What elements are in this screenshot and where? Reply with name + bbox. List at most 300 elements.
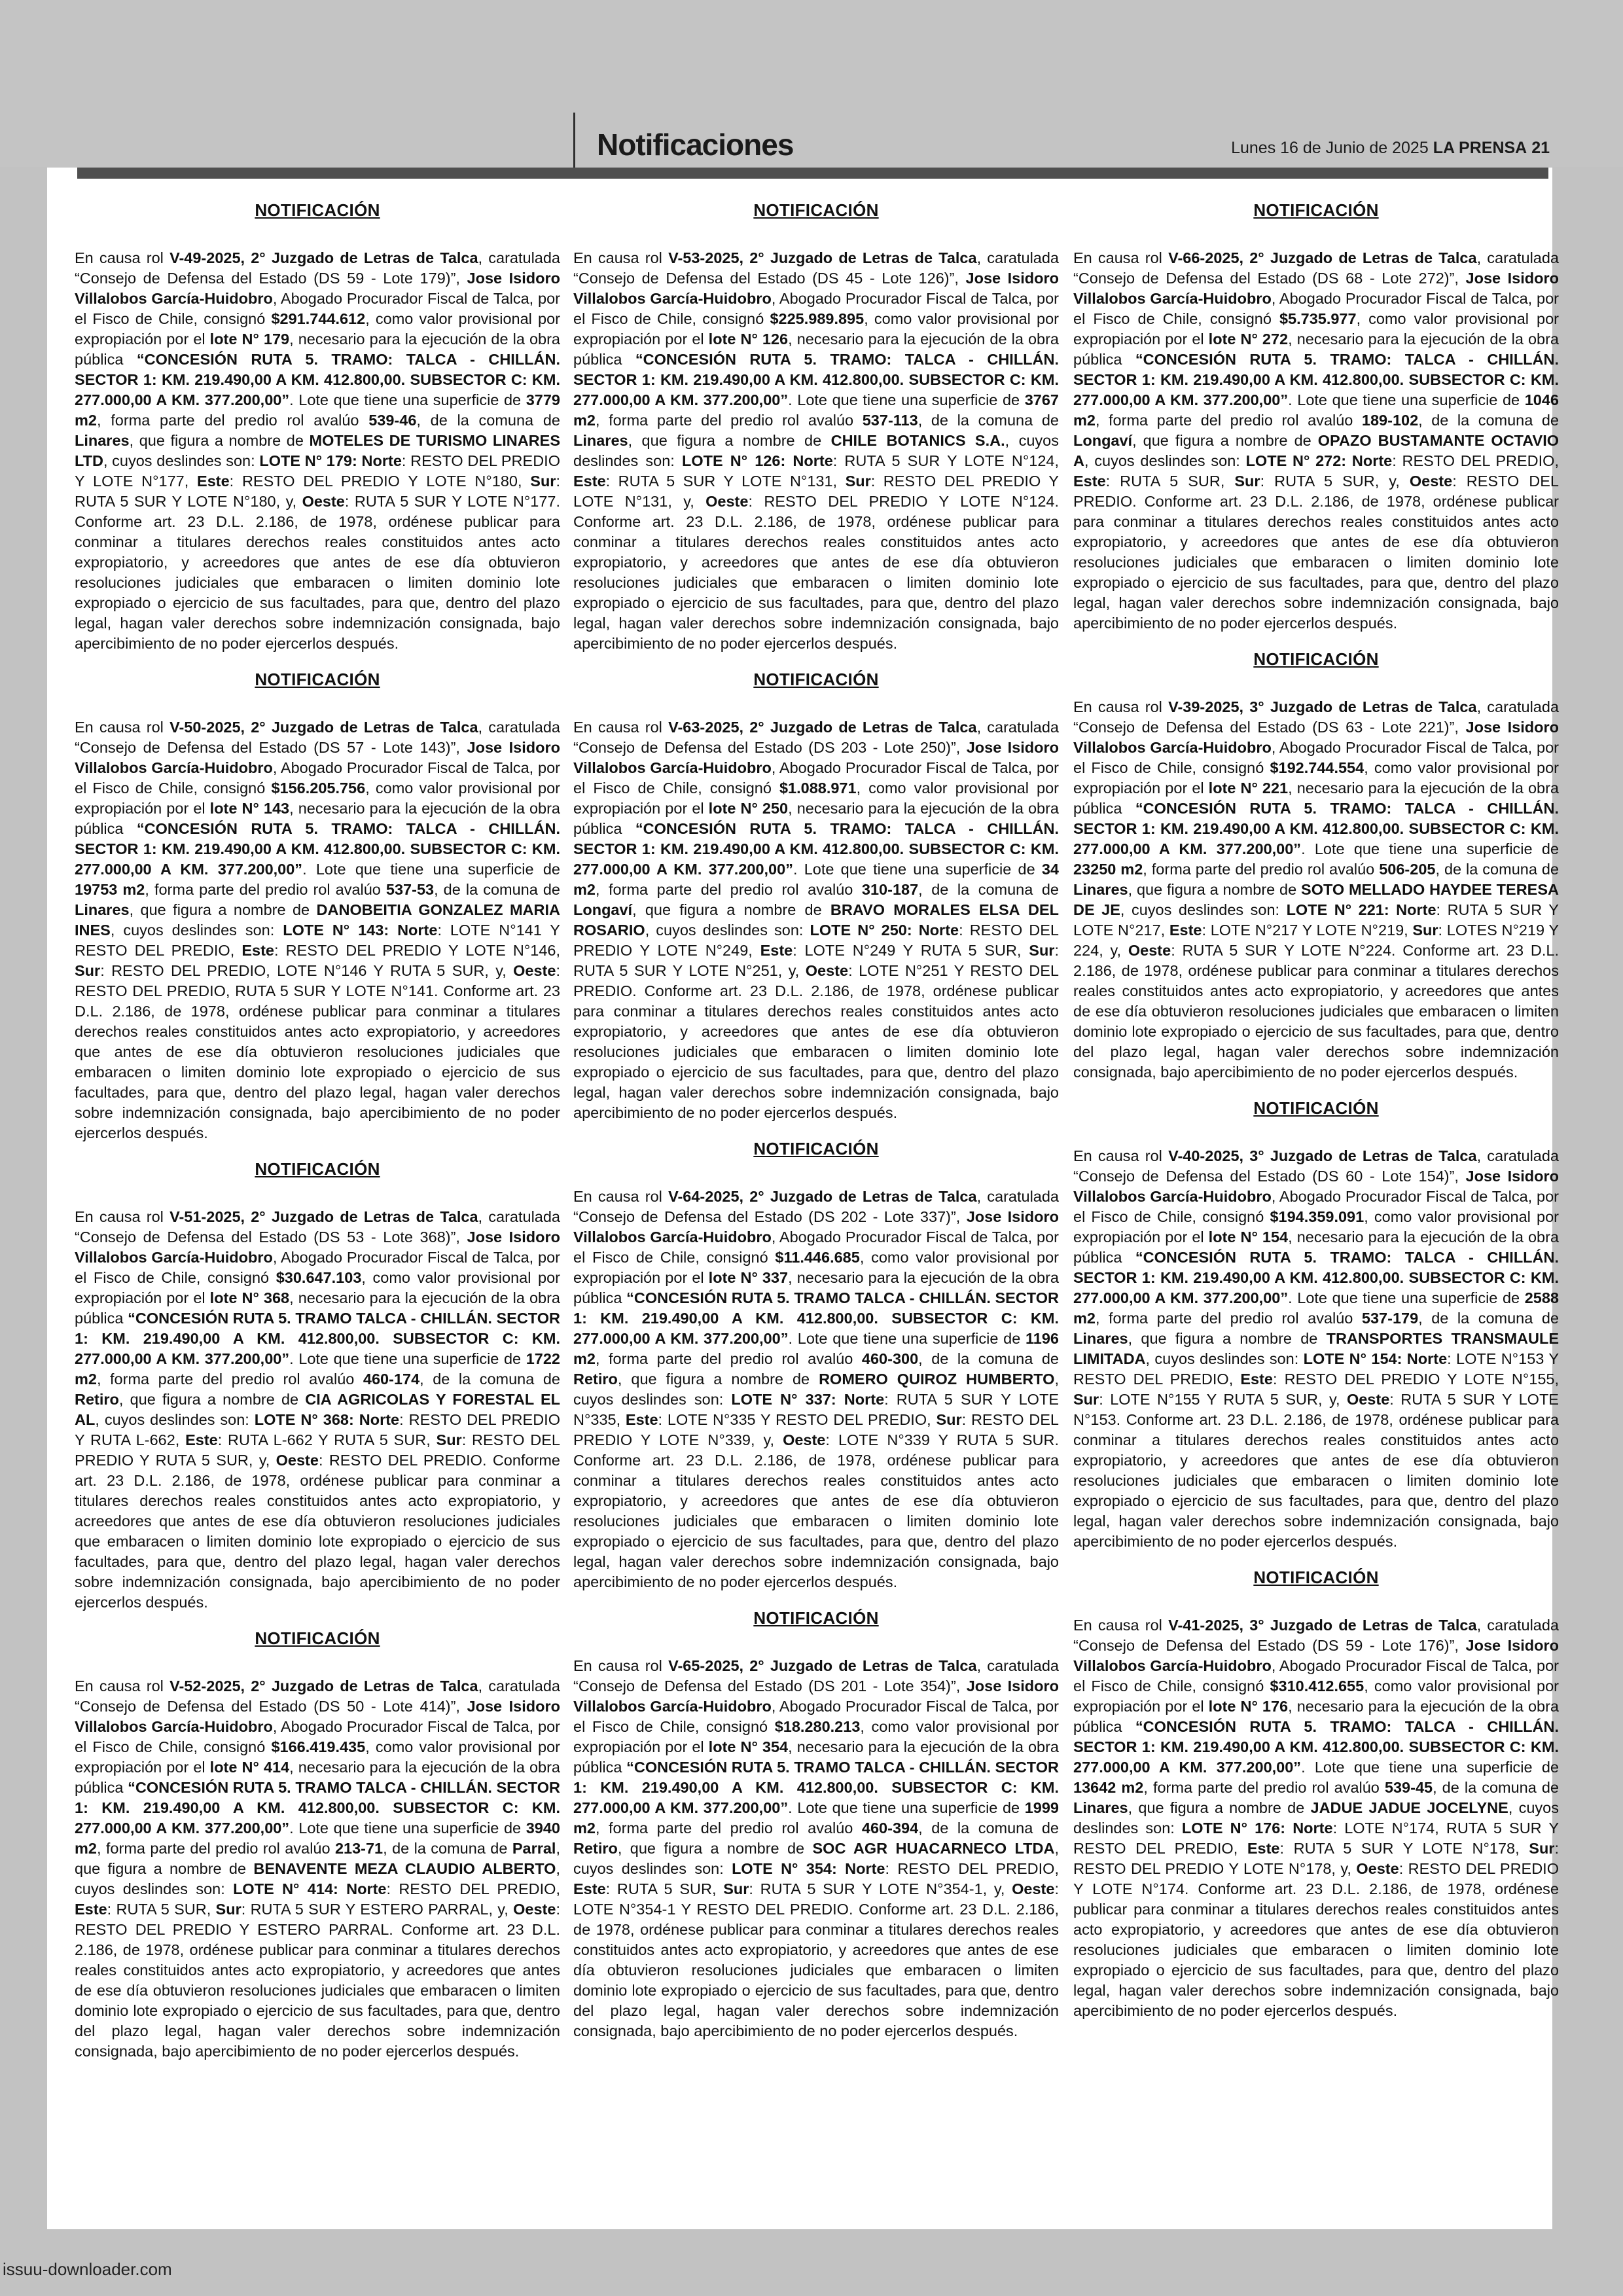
notice <box>1073 1568 1559 2021</box>
notice-text: : RESTO DEL PREDIO, <box>386 1880 560 1897</box>
column-2 <box>573 200 1059 2057</box>
notice-emphasis: Oeste <box>276 1452 319 1469</box>
notice-emphasis: $156.205.756 <box>271 780 366 797</box>
notice-emphasis: Oeste <box>805 962 849 979</box>
notice-emphasis: Oeste <box>1409 473 1453 490</box>
notice <box>573 1608 1059 2041</box>
notice-emphasis: lote N° 143 <box>209 800 290 817</box>
notice-text: , como valor provisional por expropiación por el <box>573 780 1059 817</box>
notice-text: , forma parte del predio rol avalúo <box>595 881 862 898</box>
notice-text: : RESTO DEL PREDIO Y LOTE N°177, <box>75 452 560 490</box>
notice-text: , cuyos deslindes son: <box>1120 901 1287 918</box>
notice-body <box>75 717 560 1143</box>
notice-emphasis: Jose Isidoro Villalobos García-Huidobro <box>75 739 560 776</box>
notice-emphasis: SOC AGR HUACARNECO LTDA <box>812 1840 1055 1857</box>
notice-text: , caratulada “Consejo de Defensa del Estado (DS 57 - Lote 143)”, <box>75 719 560 756</box>
notice <box>1073 649 1559 1083</box>
notice-emphasis: LOTE N° 221: Norte <box>1286 901 1436 918</box>
notice-text: , Abogado Procurador Fiscal de Talca, por el Fisco de Chile, consignó <box>573 290 1059 327</box>
notice-emphasis: $310.412.655 <box>1270 1677 1364 1695</box>
notice-text: , forma parte del predio rol avalúo <box>1095 1310 1362 1327</box>
notice-emphasis: 2588 m2 <box>1073 1289 1559 1327</box>
notice-emphasis: 539-46 <box>368 412 417 429</box>
notice-text: , de la comuna de <box>1418 1310 1559 1327</box>
notice-text: , forma parte del predio rol avalúo <box>595 1820 862 1837</box>
notice-emphasis: 213-71 <box>334 1840 383 1857</box>
notice-text: , cuyos deslindes son: <box>95 1411 255 1428</box>
notice-emphasis: 3779 m2 <box>75 391 560 429</box>
notice-emphasis: Jose Isidoro Villalobos García-Huidobro <box>573 739 1059 776</box>
notice-text: . Lote que tiene una superficie de <box>1288 1289 1525 1306</box>
notice-emphasis: Sur <box>1029 942 1055 959</box>
notice-text: : LOTE N°335 Y RESTO DEL PREDIO, <box>658 1411 936 1428</box>
header-divider <box>573 113 575 168</box>
column-3 <box>1073 200 1559 2037</box>
notice-emphasis: $166.419.435 <box>271 1738 366 1755</box>
notice-text: . Lote que tiene una superficie de <box>1301 840 1559 857</box>
notice-text: : RESTO DEL PREDIO, RUTA 5 SUR Y LOTE N°141. Conforme art. 23 D.L. 2.186, de 1978, ordénese publicar para conminar a titulares derechos reales constituidos antes acto expropiatorio, y acreedores que antes de ese día obtuvieron resoluciones judiciales que embaracen o limiten dominio lote expropiado o ejercicio de sus facultades, para que, dentro del plazo legal, hagan valer derechos sobre indemnización consignada, bajo apercibimiento de no poder ejercerlos después. <box>75 962 560 1141</box>
notice-emphasis: “CONCESIÓN RUTA 5. TRAMO: TALCA - CHILLÁN. SECTOR 1: KM. 219.490,00 A KM. 412.800,00. SUBSECTOR C: KM. 277.000,00 A KM. 377.200,00” <box>1073 1249 1559 1306</box>
notice-emphasis: V-53-2025, 2° Juzgado de Letras de Talca <box>668 249 977 266</box>
notice-text: , de la comuna de <box>918 1820 1059 1837</box>
notice-emphasis: Este <box>1247 1840 1280 1857</box>
notice-emphasis: 460-174 <box>363 1371 420 1388</box>
notice-text: , como valor provisional por expropiación por el <box>1073 1208 1559 1246</box>
notice-text: , Abogado Procurador Fiscal de Talca, por el Fisco de Chile, consignó <box>1073 1657 1559 1695</box>
notice-emphasis: Este <box>625 1411 658 1428</box>
notice-title: NOTIFICACIÓN <box>255 1159 380 1179</box>
notice-emphasis: “CONCESIÓN RUTA 5. TRAMO TALCA - CHILLÁN. SECTOR 1: KM. 219.490,00 A KM. 412.800,00. SUBSECTOR C: KM. 277.000,00 A KM. 377.200,00” <box>75 1310 560 1367</box>
notice-text: En causa rol <box>75 249 170 266</box>
notice-text: . Lote que tiene una superficie de <box>788 1330 1026 1347</box>
notice-emphasis: lote N° 154 <box>1208 1229 1289 1246</box>
notice-text: En causa rol <box>75 1677 170 1695</box>
notice-emphasis: Jose Isidoro Villalobos García-Huidobro <box>573 1677 1059 1715</box>
notice-text: , Abogado Procurador Fiscal de Talca, por el Fisco de Chile, consignó <box>1073 290 1559 327</box>
notice-emphasis: Jose Isidoro Villalobos García-Huidobro <box>1073 1637 1559 1674</box>
notice-body <box>573 248 1059 654</box>
notice-emphasis: Linares <box>75 901 130 918</box>
notice-emphasis: $192.744.554 <box>1270 759 1364 776</box>
notice-emphasis: Sur <box>215 1901 241 1918</box>
notice-text: , Abogado Procurador Fiscal de Talca, por el Fisco de Chile, consignó <box>75 759 560 797</box>
notice-emphasis: ROMERO QUIROZ HUMBERTO <box>819 1371 1055 1388</box>
notice-text: , que figura a nombre de <box>75 1840 560 1877</box>
notice-emphasis: LOTE N° 250: Norte <box>810 922 959 939</box>
notice-text: , caratulada “Consejo de Defensa del Estado (DS 50 - Lote 414)”, <box>75 1677 560 1715</box>
notice-emphasis: Este <box>197 473 230 490</box>
notice-emphasis: LOTE N° 354: Norte <box>732 1860 885 1877</box>
notice-emphasis: lote N° 176 <box>1208 1698 1289 1715</box>
notice-text: . Lote que tiene una superficie de <box>289 1820 526 1837</box>
notice-emphasis: 1999 m2 <box>573 1799 1059 1837</box>
notice-text: : LOTE N°155 Y RUTA 5 SUR, y, <box>1099 1391 1347 1408</box>
notice-emphasis: Este <box>760 942 793 959</box>
notice-emphasis: Sur <box>845 473 871 490</box>
notice-text: En causa rol <box>573 1188 669 1205</box>
notice-emphasis: 1722 m2 <box>75 1350 560 1388</box>
notice-emphasis: V-40-2025, 3° Juzgado de Letras de Talca <box>1168 1147 1477 1164</box>
notice-text: , caratulada “Consejo de Defensa del Estado (DS 202 - Lote 337)”, <box>573 1188 1059 1225</box>
notice-emphasis: DANOBEITIA GONZALEZ MARIA INES <box>75 901 560 939</box>
notice-emphasis: Jose Isidoro Villalobos García-Huidobro <box>75 1698 560 1735</box>
notice-text: , cuyos deslindes son: <box>1073 1799 1559 1837</box>
notice-text: : LOTE N°251 Y RESTO DEL PREDIO. Conforme art. 23 D.L. 2.186, de 1978, ordénese publicar para conminar a titulares derechos reales constituidos antes acto expropiatorio, y acreedores que antes de ese día obtuvieron resoluciones judiciales que embaracen o limiten dominio lote expropiado o ejercicio de sus facultades, para que, dentro del plazo legal, hagan valer derechos sobre indemnización consignada, bajo apercibimiento de no poder ejercerlos después. <box>573 962 1059 1121</box>
notice-text: , caratulada “Consejo de Defensa del Estado (DS 203 - Lote 250)”, <box>573 719 1059 756</box>
notice-emphasis: LOTE N° 272: Norte <box>1245 452 1393 469</box>
notice-emphasis: OPAZO BUSTAMANTE OCTAVIO A <box>1073 432 1559 469</box>
notice <box>75 1159 560 1613</box>
notice <box>573 670 1059 1123</box>
notice-text: , de la comuna de <box>1433 1779 1560 1796</box>
notice-text: , caratulada “Consejo de Defensa del Estado (DS 201 - Lote 354)”, <box>573 1657 1059 1695</box>
notice-emphasis: V-41-2025, 3° Juzgado de Letras de Talca <box>1168 1617 1477 1634</box>
notice-text: : RUTA 5 SUR Y LOTE N°354-1, y, <box>749 1880 1012 1897</box>
notice-emphasis: $291.744.612 <box>271 310 366 327</box>
notice-text: , Abogado Procurador Fiscal de Talca, por el Fisco de Chile, consignó <box>75 1718 560 1755</box>
notice-emphasis: 310-187 <box>861 881 919 898</box>
notice-text: : RESTO DEL PREDIO Y LOTE N°124. Conforme art. 23 D.L. 2.186, de 1978, ordénese publicar para conminar a titulares derechos reales constituidos antes acto expropiatorio, y acreedores que antes de ese día obtuvieron resoluciones judiciales que embaracen o limiten dominio lote expropiado o ejercicio de sus facultades, para que, dentro del plazo legal, hagan valer derechos sobre indemnización consignada, bajo apercibimiento de no poder ejercerlos después. <box>573 493 1060 652</box>
notice-text: : RESTO DEL PREDIO Y LOTE N°249, <box>573 922 1059 959</box>
notice-text: : RESTO DEL PREDIO, <box>1392 452 1559 469</box>
notice-text: : RUTA 5 SUR Y LOTE N°153. Conforme art. 23 D.L. 2.186, de 1978, ordénese publicar para conminar a titulares derechos reales constituidos antes acto expropiatorio, y acreedores que antes de ese día obtuvieron resoluciones judiciales que embaracen o limiten dominio lote expropiado o ejercicio de sus facultades, para que, dentro del plazo legal, hagan valer derechos sobre indemnización consignada, bajo apercibimiento de no poder ejercerlos después. <box>1073 1391 1559 1550</box>
notice-emphasis: LOTE N° 179: Norte <box>259 452 402 469</box>
notice-text: , como valor provisional por expropiación por el <box>75 1269 560 1306</box>
notice-emphasis: Longaví <box>573 901 633 918</box>
notice-text: , que figura a nombre de <box>118 1391 306 1408</box>
column-1 <box>75 200 560 2077</box>
notice-text: : RUTA 5 SUR Y LOTE N°180, y, <box>75 473 560 510</box>
notice-emphasis: Este <box>573 473 606 490</box>
notice-text: , caratulada “Consejo de Defensa del Estado (DS 59 - Lote 176)”, <box>1073 1617 1559 1654</box>
notice-text: , caratulada “Consejo de Defensa del Estado (DS 68 - Lote 272)”, <box>1073 249 1559 287</box>
notice-emphasis: Sur <box>75 962 101 979</box>
notice-emphasis: V-66-2025, 2° Juzgado de Letras de Talca <box>1168 249 1477 266</box>
notice-body <box>1073 1615 1559 2021</box>
notice-text: , Abogado Procurador Fiscal de Talca, por el Fisco de Chile, consignó <box>75 1249 560 1286</box>
notice-text: , cuyos deslindes son: <box>103 452 260 469</box>
notice-text: , Abogado Procurador Fiscal de Talca, por el Fisco de Chile, consignó <box>573 1229 1059 1266</box>
notice-text: : RESTO DEL PREDIO Y LOTE N°178, y, <box>1073 1840 1559 1877</box>
notice-text: : RUTA 5 SUR Y LOTE N°224. Conforme art. 23 D.L. 2.186, de 1978, ordénese publicar para conminar a titulares derechos reales constituidos antes acto expropiatorio, y acreedores que antes de ese día obtuvieron resoluciones judiciales que embaracen o limiten dominio lote expropiado o ejercicio de sus facultades, para que, dentro del plazo legal, hagan valer derechos sobre indemnización consignada, bajo apercibimiento de no poder ejercerlos después. <box>1073 942 1559 1081</box>
notice-text: . Lote que tiene una superficie de <box>793 861 1042 878</box>
notice-emphasis: LOTE N° 126: Norte <box>681 452 833 469</box>
notice-emphasis: $11.446.685 <box>775 1249 860 1266</box>
notice-body <box>75 1207 560 1613</box>
notice-emphasis: lote N° 221 <box>1208 780 1289 797</box>
notice-title: NOTIFICACIÓN <box>1253 649 1379 669</box>
paper-name: LA PRENSA <box>1433 139 1527 157</box>
notice-text: , de la comuna de <box>1418 412 1559 429</box>
notice-emphasis: 19753 m2 <box>75 881 145 898</box>
notice-emphasis: $18.280.213 <box>774 1718 861 1735</box>
notice-text: En causa rol <box>1073 1147 1169 1164</box>
notice-emphasis: 460-300 <box>861 1350 919 1367</box>
notice-emphasis: Oeste <box>513 1901 556 1918</box>
notice-text: En causa rol <box>1073 1617 1169 1634</box>
notice-text: , caratulada “Consejo de Defensa del Estado (DS 60 - Lote 154)”, <box>1073 1147 1559 1185</box>
notice-text: : RUTA 5 SUR Y LOTE N°335, <box>573 1391 1059 1428</box>
header-rule <box>77 168 1548 179</box>
notice-text: , que figura a nombre de <box>1128 881 1302 898</box>
notice-emphasis: LOTE N° 154: Norte <box>1303 1350 1448 1367</box>
notice-emphasis: lote N° 414 <box>209 1759 290 1776</box>
notice-text: , como valor provisional por expropiación por el <box>1073 1677 1559 1715</box>
notice-text: : RUTA L-662 Y RUTA 5 SUR, <box>217 1431 437 1448</box>
notice-text: , cuyos deslindes son: <box>573 432 1059 469</box>
watermark: issuu-downloader.com <box>3 2259 172 2279</box>
notice-text: , forma parte del predio rol avalúo <box>1143 861 1380 878</box>
notice-text: , como valor provisional por expropiación por el <box>1073 759 1559 797</box>
notice-text: En causa rol <box>573 249 669 266</box>
notice-emphasis: V-52-2025, 2° Juzgado de Letras de Talca <box>169 1677 478 1695</box>
notice-text: . Lote que tiene una superficie de <box>289 1350 526 1367</box>
notice-text: , de la comuna de <box>419 1371 560 1388</box>
notice-emphasis: Retiro <box>75 1391 119 1408</box>
notice-emphasis: Jose Isidoro Villalobos García-Huidobro <box>1073 270 1559 307</box>
notice-text: En causa rol <box>573 719 669 736</box>
notice-emphasis: Oeste <box>705 493 749 510</box>
notice-emphasis: “CONCESIÓN RUTA 5. TRAMO: TALCA - CHILLÁN. SECTOR 1: KM. 219.490,00 A KM. 412.800,00. SUBSECTOR C: KM. 277.000,00 A KM. 377.200,00” <box>573 820 1059 878</box>
notice-emphasis: Este <box>241 942 274 959</box>
notice-emphasis: Oeste <box>1356 1860 1399 1877</box>
notice-emphasis: “CONCESIÓN RUTA 5. TRAMO: TALCA - CHILLÁN. SECTOR 1: KM. 219.490,00 A KM. 412.800,00. SUBSECTOR C: KM. 277.000,00 A KM. 377.200,00” <box>75 351 560 408</box>
notice-text: : RESTO DEL PREDIO Y RUTA 5 SUR, y, <box>75 1431 560 1469</box>
notice-text: , cuyos deslindes son: <box>110 922 283 939</box>
notice-text: , caratulada “Consejo de Defensa del Estado (DS 45 - Lote 126)”, <box>573 249 1059 287</box>
notice-text: , forma parte del predio rol avalúo <box>96 1840 335 1857</box>
notice-text: , que figura a nombre de <box>1128 1330 1327 1347</box>
notice-text: , Abogado Procurador Fiscal de Talca, por el Fisco de Chile, consignó <box>75 290 560 327</box>
notice-emphasis: 1196 m2 <box>573 1330 1059 1367</box>
notice-emphasis: Sur <box>530 473 556 490</box>
notice-emphasis: lote N° 126 <box>708 331 789 348</box>
notice-emphasis: V-51-2025, 2° Juzgado de Letras de Talca <box>169 1208 478 1225</box>
notice-text: , como valor provisional por expropiación por el <box>573 1249 1059 1286</box>
notice-text: , como valor provisional por expropiación por el <box>573 1718 1059 1755</box>
notice-text: , que figura a nombre de <box>617 1371 819 1388</box>
notice-text: : RESTO DEL PREDIO, <box>885 1860 1059 1877</box>
notice-text: . Lote que tiene una superficie de <box>1288 391 1525 408</box>
notice-text: : RUTA 5 SUR Y LOTE N°178, <box>1279 1840 1529 1857</box>
notice-text: , necesario para la ejecución de la obra pública <box>75 1759 560 1796</box>
notice-text: , necesario para la ejecución de la obra pública <box>1073 1229 1559 1266</box>
notice-text: : RUTA 5 SUR Y LOTE N°177. Conforme art. 23 D.L. 2.186, de 1978, ordénese publicar para conminar a titulares derechos reales constituidos antes acto expropiatorio, y acreedores que antes de ese día obtuvieron resoluciones judiciales que embaracen o limiten dominio lote expropiado o ejercicio de sus facultades, para que, dentro del plazo legal, hagan valer derechos sobre indemnización consignada, bajo apercibimiento de no poder ejercerlos después. <box>75 493 560 652</box>
notice <box>75 200 560 654</box>
notice-text: : RESTO DEL PREDIO. Conforme art. 23 D.L. 2.186, de 1978, ordénese publicar para conminar a titulares derechos reales constituidos antes acto expropiatorio, y acreedores que antes de ese día obtuvieron resoluciones judiciales que embaracen o limiten dominio lote expropiado o ejercicio de sus facultades, para que, dentro del plazo legal, hagan valer derechos sobre indemnización consignada, bajo apercibimiento de no poder ejercerlos después. <box>75 1452 561 1611</box>
notice-title: NOTIFICACIÓN <box>753 1139 879 1158</box>
notice-emphasis: 537-113 <box>862 412 918 429</box>
notice-title: NOTIFICACIÓN <box>255 1628 380 1648</box>
notice-title: NOTIFICACIÓN <box>1253 200 1379 220</box>
notice-text: : RUTA 5 SUR Y LOTE N°131, <box>605 473 846 490</box>
notice-text: , Abogado Procurador Fiscal de Talca, por el Fisco de Chile, consignó <box>573 1698 1059 1735</box>
notice-text: . Lote que tiene una superficie de <box>302 861 560 878</box>
notice-emphasis: lote N° 337 <box>708 1269 789 1286</box>
notice-text: , caratulada “Consejo de Defensa del Estado (DS 59 - Lote 179)”, <box>75 249 560 287</box>
notice-text: , forma parte del predio rol avalúo <box>595 412 863 429</box>
notice-emphasis: Oeste <box>1128 942 1171 959</box>
notice-emphasis: Jose Isidoro Villalobos García-Huidobro <box>1073 719 1559 756</box>
notice-title: NOTIFICACIÓN <box>1253 1098 1379 1118</box>
notice-emphasis: Oeste <box>302 493 345 510</box>
notice-emphasis: Sur <box>1234 473 1260 490</box>
notice-emphasis: Linares <box>1073 1799 1128 1816</box>
notice-title: NOTIFICACIÓN <box>753 1608 879 1628</box>
issue-date: Lunes 16 de Junio de 2025 <box>1231 139 1429 157</box>
notice-text: , que figura a nombre de <box>129 432 310 449</box>
notice-text: , forma parte del predio rol avalúo <box>96 412 369 429</box>
notice-emphasis: 13642 m2 <box>1073 1779 1144 1796</box>
notice-text: En causa rol <box>573 1657 669 1674</box>
notice-text: : RESTO DEL PREDIO Y LOTE N°131, y, <box>573 473 1059 510</box>
notice-text: : RUTA 5 SUR Y LOTE N°124, <box>832 452 1059 469</box>
notice-title: NOTIFICACIÓN <box>753 200 879 220</box>
notice-emphasis: Jose Isidoro Villalobos García-Huidobro <box>75 270 560 307</box>
notice-emphasis: “CONCESIÓN RUTA 5. TRAMO: TALCA - CHILLÁN. SECTOR 1: KM. 219.490,00 A KM. 412.800,00. SUBSECTOR C: KM. 277.000,00 A KM. 377.200,00” <box>1073 800 1559 857</box>
notice-emphasis: Linares <box>75 432 130 449</box>
notice-emphasis: 1046 m2 <box>1073 391 1559 429</box>
notice-emphasis: lote N° 250 <box>708 800 789 817</box>
notice-text: : LOTE N°174, RUTA 5 SUR Y RESTO DEL PREDIO, <box>1073 1820 1559 1857</box>
notice-text: , que figura a nombre de <box>129 901 317 918</box>
notice-emphasis: 506-205 <box>1379 861 1436 878</box>
notice-emphasis: V-64-2025, 2° Juzgado de Letras de Talca <box>668 1188 977 1205</box>
notice-emphasis: Sur <box>436 1431 462 1448</box>
notice-text: , caratulada “Consejo de Defensa del Estado (DS 63 - Lote 221)”, <box>1073 698 1559 736</box>
notice-text: , Abogado Procurador Fiscal de Talca, por el Fisco de Chile, consignó <box>1073 739 1559 776</box>
notice-emphasis: CHILE BOTANICS S.A. <box>830 432 1005 449</box>
notice-text: , de la comuna de <box>918 412 1059 429</box>
notice-emphasis: lote N° 368 <box>209 1289 290 1306</box>
notice-emphasis: $5.735.977 <box>1279 310 1357 327</box>
notice-text: , que figura a nombre de <box>1128 1799 1311 1816</box>
notice-emphasis: 3940 m2 <box>75 1820 560 1857</box>
notice-emphasis: “CONCESIÓN RUTA 5. TRAMO: TALCA - CHILLÁN. SECTOR 1: KM. 219.490,00 A KM. 412.800,00. SUBSECTOR C: KM. 277.000,00 A KM. 377.200,00” <box>1073 1718 1559 1776</box>
notice-text: , como valor provisional por expropiación por el <box>573 310 1059 348</box>
notice-body <box>1073 248 1559 634</box>
notice-body <box>573 1187 1059 1592</box>
notice-text: : RUTA 5 SUR, <box>605 1880 724 1897</box>
notice-text: : RESTO DEL PREDIO Y LOTE N°174. Conforme art. 23 D.L. 2.186, de 1978, ordénese publicar para conminar a titulares derechos reales constituidos antes acto expropiatorio, y acreedores que antes de ese día obtuvieron resoluciones judiciales que embaracen o limiten dominio lote expropiado o ejercicio de sus facultades, para que, dentro del plazo legal, hagan valer derechos sobre indemnización consignada, bajo apercibimiento de no poder ejercerlos después. <box>1073 1860 1559 2019</box>
notice-emphasis: “CONCESIÓN RUTA 5. TRAMO: TALCA - CHILLÁN. SECTOR 1: KM. 219.490,00 A KM. 412.800,00. SUBSECTOR C: KM. 277.000,00 A KM. 377.200,00” <box>573 351 1059 408</box>
notice-text: , forma parte del predio rol avalúo <box>145 881 386 898</box>
notice-emphasis: Jose Isidoro Villalobos García-Huidobro <box>1073 1168 1559 1205</box>
issue-info <box>1231 139 1550 158</box>
notice-emphasis: Linares <box>573 432 628 449</box>
notice-text: , que figura a nombre de <box>617 1840 813 1857</box>
notice-emphasis: Linares <box>1073 1330 1128 1347</box>
notice-text: , cuyos deslindes son: <box>573 1371 1059 1408</box>
notice-text: : RESTO DEL PREDIO Y RUTA L-662, <box>75 1411 560 1448</box>
notice-emphasis: 34 m2 <box>573 861 1059 898</box>
notice-emphasis: Este <box>1240 1371 1273 1388</box>
notice-emphasis: “CONCESIÓN RUTA 5. TRAMO: TALCA - CHILLÁN. SECTOR 1: KM. 219.490,00 A KM. 412.800,00. SUBSECTOR C: KM. 277.000,00 A KM. 377.200,00” <box>1073 351 1559 408</box>
notice-text: , necesario para la ejecución de la obra pública <box>75 1289 560 1327</box>
notice-text: En causa rol <box>1073 249 1169 266</box>
notice-text: En causa rol <box>75 1208 170 1225</box>
notice-text: , necesario para la ejecución de la obra pública <box>573 800 1059 837</box>
notice-emphasis: Oeste <box>1012 1880 1055 1897</box>
notice-emphasis: “CONCESIÓN RUTA 5. TRAMO: TALCA - CHILLÁN. SECTOR 1: KM. 219.490,00 A KM. 412.800,00. SUBSECTOR C: KM. 277.000,00 A KM. 377.200,00” <box>75 820 560 878</box>
notice-emphasis: $1.088.971 <box>779 780 857 797</box>
notice <box>75 670 560 1143</box>
notice-body <box>573 717 1059 1123</box>
notice-text: , de la comuna de <box>1435 861 1560 878</box>
notice-text: , necesario para la ejecución de la obra pública <box>573 331 1059 368</box>
notice-emphasis: MOTELES DE TURISMO LINARES LTD <box>75 432 560 469</box>
notice-emphasis: LOTE N° 143: Norte <box>283 922 438 939</box>
notice-text: : RUTA 5 SUR, y, <box>1260 473 1410 490</box>
notice-emphasis: 189-102 <box>1361 412 1419 429</box>
notice-emphasis: Sur <box>1529 1840 1555 1857</box>
notice-body <box>1073 697 1559 1083</box>
notice-text: , cuyos deslindes son: <box>1145 1350 1304 1367</box>
notice-text: . Lote que tiene una superficie de <box>788 391 1025 408</box>
notice-emphasis: V-39-2025, 3° Juzgado de Letras de Talca <box>1168 698 1477 715</box>
notice-emphasis: $30.647.103 <box>276 1269 362 1286</box>
notice-text: , cuyos deslindes son: <box>573 1840 1059 1877</box>
notice-text: , que figura a nombre de <box>1132 432 1318 449</box>
notice-emphasis: Este <box>1073 473 1106 490</box>
notice-emphasis: CIA AGRICOLAS Y FORESTAL EL AL <box>75 1391 560 1428</box>
notice-text: : LOTE N°153 Y RESTO DEL PREDIO, <box>1073 1350 1559 1388</box>
notice-text: : RUTA 5 SUR, <box>1105 473 1235 490</box>
notice-emphasis: Sur <box>1073 1391 1099 1408</box>
notice-text: : RUTA 5 SUR Y LOTE N°251, y, <box>573 942 1059 979</box>
notice-text: : RESTO DEL PREDIO. Conforme art. 23 D.L. 2.186, de 1978, ordénese publicar para conminar a titulares derechos reales constituidos antes acto expropiatorio, y acreedores que antes de ese día obtuvieron resoluciones judiciales que embaracen o limiten dominio lote expropiado o ejercicio de sus facultades, para que, dentro del plazo legal, hagan valer derechos sobre indemnización consignada, bajo apercibimiento de no poder ejercerlos después. <box>1073 473 1559 632</box>
notice-title: NOTIFICACIÓN <box>1253 1568 1379 1587</box>
notice-emphasis: Oeste <box>513 962 556 979</box>
notice-emphasis: Este <box>1169 922 1202 939</box>
notice-text: : LOTE N°217 Y LOTE N°219, <box>1202 922 1413 939</box>
notice-emphasis: Sur <box>936 1411 962 1428</box>
notice-emphasis: Sur <box>723 1880 749 1897</box>
notice-text: , que figura a nombre de <box>632 901 830 918</box>
notice-text: , necesario para la ejecución de la obra pública <box>1073 331 1559 368</box>
notice-text: , Abogado Procurador Fiscal de Talca, por el Fisco de Chile, consignó <box>573 759 1059 797</box>
notice-text: , como valor provisional por expropiación por el <box>75 310 560 348</box>
notice-emphasis: 460-394 <box>861 1820 919 1837</box>
notice-text: , necesario para la ejecución de la obra pública <box>573 1269 1059 1306</box>
notice-text: : LOTE N°249 Y RUTA 5 SUR, <box>793 942 1029 959</box>
notice-text: : LOTE N°354-1 Y RESTO DEL PREDIO. Conforme art. 23 D.L. 2.186, de 1978, ordénese publicar para conminar a titulares derechos reales constituidos antes acto expropiatorio, y acreedores que antes de ese día obtuvieron resoluciones judiciales que embaracen o limiten dominio lote expropiado o ejercicio de sus facultades, para que, dentro del plazo legal, hagan valer derechos sobre indemnización consignada, bajo apercibimiento de no poder ejercerlos después. <box>573 1880 1059 2039</box>
notice-emphasis: Este <box>185 1431 218 1448</box>
notice-emphasis: TRANSPORTES TRANSMAULE LIMITADA <box>1073 1330 1559 1367</box>
notice-emphasis: Este <box>75 1901 107 1918</box>
notice-emphasis: 3767 m2 <box>573 391 1059 429</box>
notice-text: , de la comuna de <box>434 881 561 898</box>
notice-text: . Lote que tiene una superficie de <box>289 391 526 408</box>
notice-text: , como valor provisional por expropiación por el <box>1073 310 1559 348</box>
notice-text: , como valor provisional por expropiación por el <box>75 780 560 817</box>
notice-text: , necesario para la ejecución de la obra pública <box>573 1738 1059 1776</box>
section-title: Notificaciones <box>597 128 794 162</box>
notice-emphasis: lote N° 179 <box>209 331 290 348</box>
notice-emphasis: 23250 m2 <box>1073 861 1143 878</box>
notice-text: , cuyos deslindes son: <box>645 922 810 939</box>
notice-title: NOTIFICACIÓN <box>255 670 380 689</box>
notice-emphasis: Jose Isidoro Villalobos García-Huidobro <box>573 270 1059 307</box>
notice-text: , forma parte del predio rol avalúo <box>595 1350 862 1367</box>
notice-text: , forma parte del predio rol avalúo <box>1143 1779 1385 1796</box>
notice-text: En causa rol <box>1073 698 1169 715</box>
notice-emphasis: Oeste <box>1346 1391 1390 1408</box>
notice-text: , forma parte del predio rol avalúo <box>1095 412 1362 429</box>
notice-emphasis: Jose Isidoro Villalobos García-Huidobro <box>75 1229 560 1266</box>
notice-emphasis: Linares <box>1073 881 1128 898</box>
notice-text: : RUTA 5 SUR Y ESTERO PARRAL, y, <box>241 1901 514 1918</box>
